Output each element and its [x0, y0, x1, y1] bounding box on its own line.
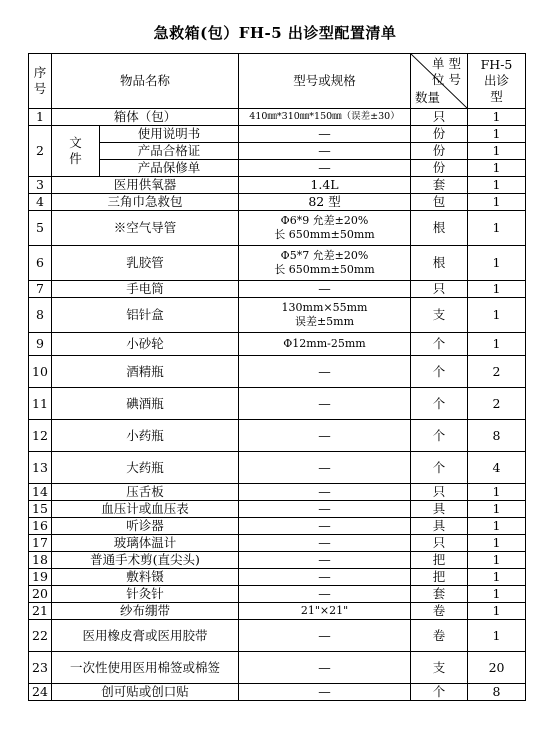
table-row: 5 ※空气导管 Φ6*9 允差±20% 长 650mm±50mm 根 1 [29, 211, 526, 246]
header-item-name: 物品名称 [52, 54, 239, 109]
header-unit-mid: 位 号 [432, 72, 462, 87]
table-row: 7 手电筒 — 只 1 [29, 281, 526, 298]
table-header-row [29, 54, 526, 109]
table-row: 18 普通手术剪(直尖头) — 把 1 [29, 552, 526, 569]
header-unit-top: 单 型 [432, 56, 462, 71]
table-row: 20 针灸针 — 套 1 [29, 586, 526, 603]
table-row: 24 创可贴或创口贴 — 个 8 [29, 684, 526, 701]
table-row: 11 碘酒瓶 — 个 2 [29, 388, 526, 420]
table-row: 4 三角巾急救包 82 型 包 1 [29, 194, 526, 211]
table-row: 产品合格证 — 份 1 [29, 143, 526, 160]
header-unit-diagonal [411, 54, 468, 109]
table-row: 14 压舌板 — 只 1 [29, 484, 526, 501]
table-row: 3 医用供氧器 1.4L 套 1 [29, 177, 526, 194]
header-spec: 型号或规格 [239, 54, 411, 109]
header-seq: 序 号 [29, 54, 52, 109]
table-row: 10 酒精瓶 — 个 2 [29, 356, 526, 388]
table-row: 17 玻璃体温计 — 只 1 [29, 535, 526, 552]
group-documents: 文 件 [52, 126, 100, 177]
table-row: 19 敷料镊 — 把 1 [29, 569, 526, 586]
header-model: FH-5 出诊 型 [468, 54, 526, 109]
table-row: 产品保修单 — 份 1 [29, 160, 526, 177]
table-row: 22 医用橡皮膏或医用胶带 — 卷 1 [29, 620, 526, 652]
table-row: 15 血压计或血压表 — 具 1 [29, 501, 526, 518]
table-row: 23 一次性使用医用棉签或棉签 — 支 20 [29, 652, 526, 684]
header-unit-bottom: 数量 [415, 90, 441, 105]
document-title: 急救箱(包）FH-5 出诊型配置清单 [153, 24, 397, 42]
configuration-table [28, 53, 526, 701]
table-row: 13 大药瓶 — 个 4 [29, 452, 526, 484]
table-row: 16 听诊器 — 具 1 [29, 518, 526, 535]
table-row: 12 小药瓶 — 个 8 [29, 420, 526, 452]
table-row: 8 铝针盒 130mm×55mm 误差±5mm 支 1 [29, 298, 526, 333]
table-row: 2 文 件 使用说明书 — 份 1 [29, 126, 526, 143]
table-row: 21 纱布绷带 21"×21" 卷 1 [29, 603, 526, 620]
table-row: 9 小砂轮 Φ12mm-25mm 个 1 [29, 333, 526, 356]
table-row: 6 乳胶管 Φ5*7 允差±20% 长 650mm±50mm 根 1 [29, 246, 526, 281]
table-row: 1 箱体（包） 410㎜*310㎜*150㎜（误差±30） 只 1 [29, 109, 526, 126]
